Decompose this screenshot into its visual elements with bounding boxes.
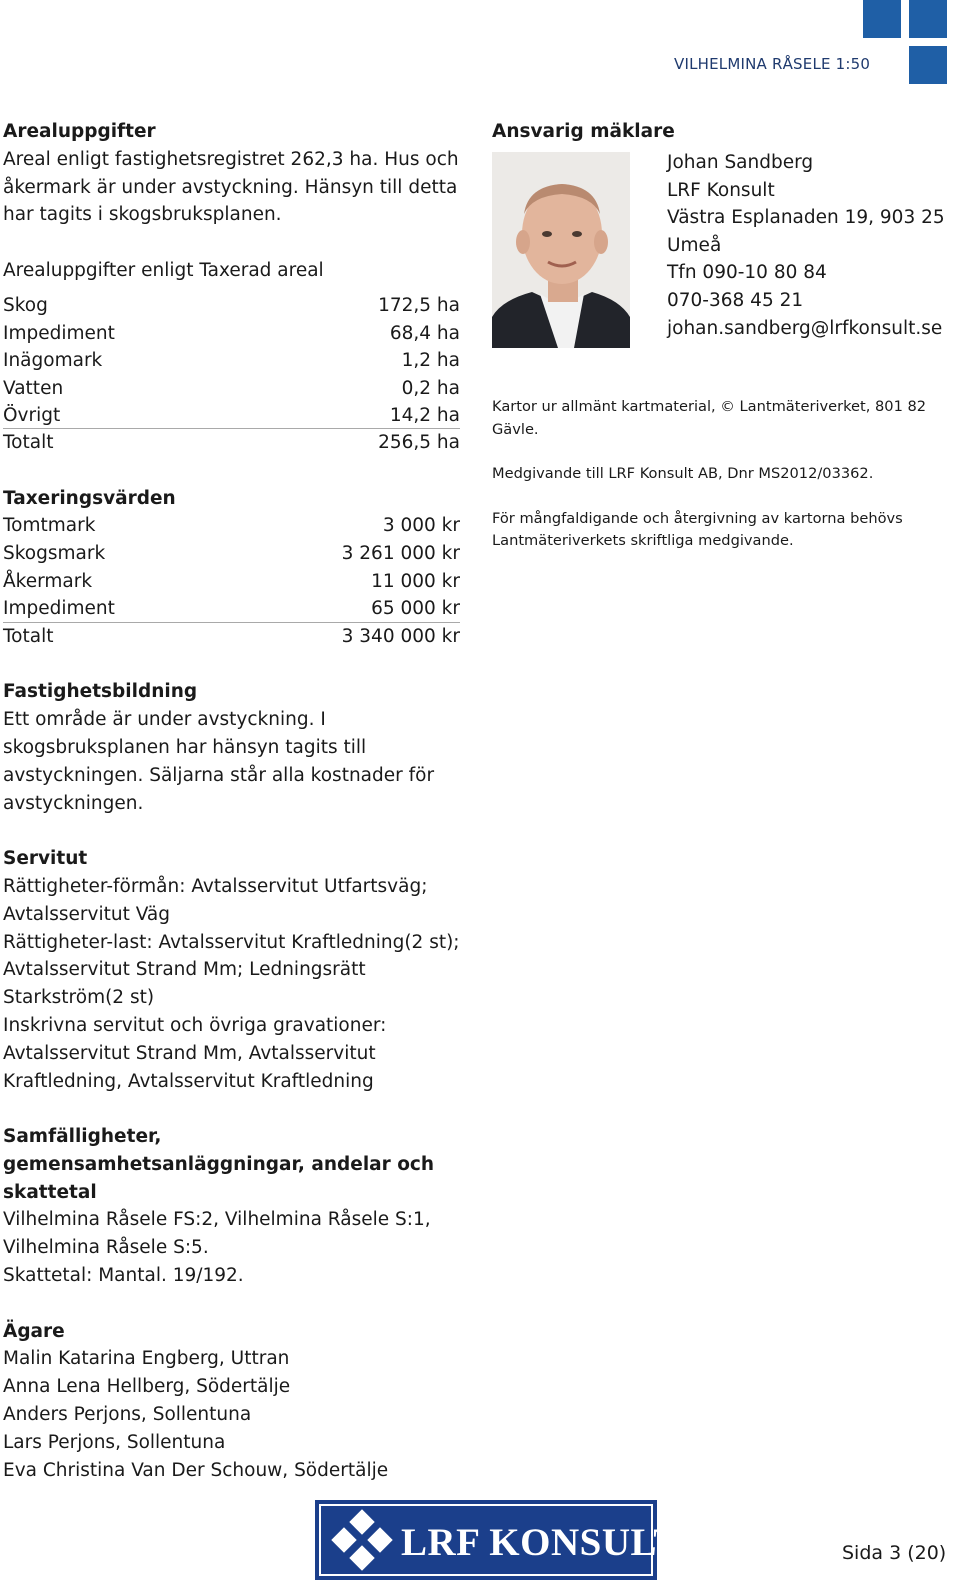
areal-row: [3, 292, 460, 320]
broker-mobile: 070-368 45 21: [667, 289, 804, 311]
areal-table: [3, 292, 460, 457]
fastighetsbildning-text: Ett område är under avstyckning. I skogsbruksplanen har hänsyn tagits till avstyckningen. Säljarna står alla kostnader för avstyckningen.: [3, 709, 435, 814]
servitut-heading: Servitut: [3, 848, 88, 870]
areal-text: Areal enligt fastighetsregistret 262,3 ha. Hus och åkermark är under avstyckning. Hänsyn till detta har tagits i skogsbruksplanen.: [3, 148, 459, 226]
page-number: Sida 3 (20): [842, 1542, 947, 1564]
taxering-row-value: 11 000 kr: [371, 570, 460, 592]
broker-phone: Tfn 090-10 80 84: [667, 262, 827, 284]
agare-heading: Ägare: [3, 1320, 65, 1342]
taxering-row: [3, 540, 460, 568]
brand-square-1: [863, 0, 901, 38]
clover-icon: [327, 1509, 397, 1575]
broker-company: LRF Konsult: [667, 179, 775, 201]
taxering-row-label: Tomtmark: [3, 515, 96, 537]
areal-row: [3, 375, 460, 403]
note-paragraph: För mångfaldigande och återgivning av kartorna behövs Lantmäteriverkets skriftliga medgivande.: [492, 509, 903, 549]
owner-item: Malin Katarina Engberg, Uttran: [3, 1348, 290, 1370]
taxering-row-value: 3 000 kr: [382, 515, 460, 537]
areal-row-value: 68,4 ha: [389, 322, 460, 344]
document-header-title: VILHELMINA RÅSELE 1:50: [674, 55, 871, 73]
taxering-total-value: 3 340 000 kr: [341, 625, 460, 647]
areal-row-label: Vatten: [3, 378, 64, 400]
areal-total-row: [3, 428, 460, 457]
areal-row: [3, 403, 460, 428]
owner-item: Anna Lena Hellberg, Södertälje: [3, 1376, 291, 1398]
areal-row-value: 172,5 ha: [378, 294, 460, 316]
samfalligheter-line: Skattetal: Mantal. 19/192.: [3, 1265, 244, 1287]
samfalligheter-heading: Samfälligheter, gemensamhetsanläggningar, andelar och skattetal: [3, 1126, 435, 1203]
brand-square-2: [909, 0, 947, 38]
areal-heading: Arealuppgifter: [3, 121, 156, 142]
taxering-row: [3, 596, 460, 622]
areal-row-label: Skog: [3, 294, 48, 316]
broker-address: Västra Esplanaden 19, 903 25: [667, 207, 945, 229]
taxering-total-label: Totalt: [3, 625, 54, 647]
areal-row-label: Inägomark: [3, 350, 103, 372]
broker-portrait-icon: [492, 152, 630, 348]
servitut-line: Rättigheter-förmån: Avtalsservitut Utfartsväg; Avtalsservitut Väg: [3, 875, 428, 925]
broker-email[interactable]: johan.sandberg@lrfkonsult.se: [667, 317, 943, 339]
broker-photo: [492, 152, 630, 348]
areal-total-label: Totalt: [3, 431, 54, 453]
logo-text: LRF KONSULT: [401, 1521, 680, 1564]
right-column: [492, 118, 957, 549]
areal-total-value: 256,5 ha: [378, 431, 460, 453]
broker-name: Johan Sandberg: [667, 152, 814, 173]
broker-city: Umeå: [667, 234, 722, 256]
areal-row-value: 0,2 ha: [401, 378, 460, 400]
taxering-row-label: Åkermark: [3, 570, 93, 592]
taxering-table: [3, 512, 460, 650]
lrf-konsult-logo: [315, 1500, 680, 1580]
areal-subheading: Arealuppgifter enligt Taxerad areal: [3, 259, 324, 281]
areal-row-value: 1,2 ha: [401, 350, 460, 372]
taxering-row-label: Impediment: [3, 597, 115, 619]
broker-contact: [667, 149, 960, 342]
taxering-row-value: 3 261 000 kr: [341, 543, 460, 565]
samfalligheter-line: Vilhelmina Råsele FS:2, Vilhelmina Råsele S:1, Vilhelmina Råsele S:5.: [3, 1209, 431, 1259]
map-notes: [492, 396, 957, 575]
areal-row-value: 14,2 ha: [389, 404, 460, 426]
areal-row: [3, 347, 460, 375]
servitut-line: Rättigheter-last: Avtalsservitut Kraftledning(2 st); Avtalsservitut Strand Mm; Ledningsrätt Starkström(2 st): [3, 931, 460, 1009]
note-paragraph: Kartor ur allmänt kartmaterial, © Lantmäteriverket, 801 82 Gävle.: [492, 398, 927, 438]
taxering-row: [3, 568, 460, 596]
areal-row-label: Övrigt: [3, 404, 61, 426]
owner-item: Eva Christina Van Der Schouw, Södertälje: [3, 1459, 389, 1481]
left-column: [3, 118, 463, 1484]
note-paragraph: Medgivande till LRF Konsult AB, Dnr MS2012/03362.: [492, 465, 874, 482]
owner-item: Lars Perjons, Sollentuna: [3, 1431, 226, 1453]
areal-row-label: Impediment: [3, 322, 115, 344]
fastighetsbildning-heading: Fastighetsbildning: [3, 681, 198, 703]
brand-square-3: [909, 46, 947, 84]
servitut-line: Inskrivna servitut och övriga gravationer: Avtalsservitut Strand Mm, Avtalsservitut Kraftledning, Avtalsservitut Kraftledning: [3, 1014, 387, 1092]
taxering-row-label: Skogsmark: [3, 543, 106, 565]
taxering-total-row: [3, 622, 460, 651]
owner-item: Anders Perjons, Sollentuna: [3, 1404, 252, 1426]
taxering-heading: Taxeringsvärden: [3, 487, 176, 509]
areal-row: [3, 320, 460, 348]
broker-heading: Ansvarig mäklare: [492, 121, 675, 142]
taxering-row-value: 65 000 kr: [371, 597, 460, 619]
taxering-row: [3, 512, 460, 540]
